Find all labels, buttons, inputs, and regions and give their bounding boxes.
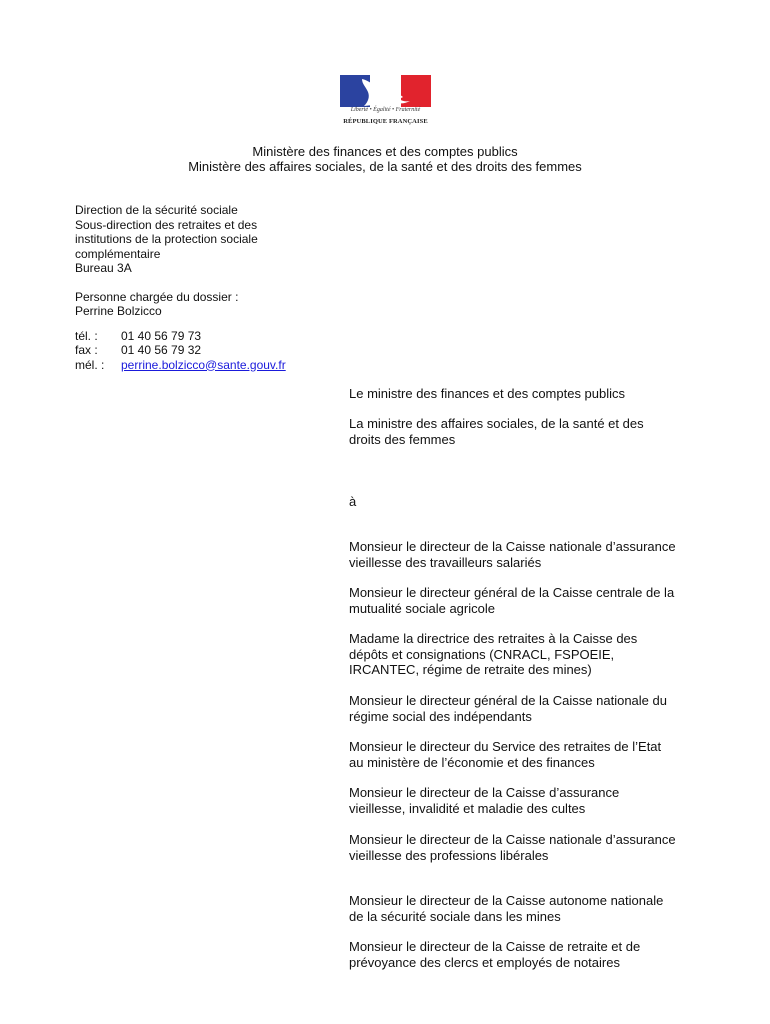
recipient-line: Monsieur le directeur de la Caisse autonome nationale [349, 893, 664, 908]
recipient-line: Madame la directrice des retraites à la Caisse des [349, 631, 638, 646]
recipient-item [349, 739, 709, 770]
recipient-item [349, 585, 709, 616]
motto-text: Liberté • Égalité • Fraternité [350, 107, 421, 113]
recipient-item [349, 785, 709, 816]
direction-line: institutions de la protection sociale [75, 232, 258, 246]
email-link[interactable]: perrine.bolzicco@sante.gouv.fr [121, 357, 286, 372]
tel-label: tél. : [75, 328, 98, 343]
recipient-line: Monsieur le directeur de la Caisse nationale d’assurance [349, 539, 676, 554]
recipient-line: vieillesse des travailleurs salariés [349, 554, 542, 570]
mel-row [75, 358, 335, 373]
recipient-item [349, 693, 709, 724]
recipient-line: de la sécurité sociale dans les mines [349, 908, 561, 924]
addressee-intro [349, 494, 709, 510]
recipient-line: IRCANTEC, régime de retraite des mines) [349, 662, 592, 677]
recipient-item [349, 539, 709, 570]
recipient-line: au ministère de l’économie et des finances [349, 754, 595, 770]
recipient-line: Monsieur le directeur du Service des retraites de l’Etat [349, 739, 662, 754]
person-label: Personne chargée du dossier : [75, 289, 239, 304]
recipient-line: mutualité sociale agricole [349, 600, 495, 616]
republique-francaise-logo [338, 75, 433, 127]
recipient-line: Monsieur le directeur général de la Caisse nationale du [349, 693, 667, 708]
recipient-line: Monsieur le directeur général de la Caisse centrale de la [349, 585, 675, 600]
direction-line: complémentaire [75, 246, 161, 261]
recipient-item [349, 832, 709, 863]
fax-row [75, 343, 335, 358]
person-name: Perrine Bolzicco [75, 304, 162, 318]
recipient-line: vieillesse des professions libérales [349, 847, 549, 863]
recipient-line: Monsieur le directeur de la Caisse d’assurance [349, 785, 620, 800]
mel-label: mél. : [75, 357, 105, 372]
minister-affaires-sociales-block [349, 416, 709, 447]
bureau-line: Bureau 3A [75, 261, 132, 275]
tel-value: 01 40 56 79 73 [121, 328, 202, 343]
recipient-line: prévoyance des clercs et employés de notaires [349, 954, 620, 970]
tel-row [75, 329, 335, 344]
recipient-item [349, 893, 709, 924]
recipient-line: régime social des indépendants [349, 708, 532, 724]
recipient-line: vieillesse, invalidité et maladie des cultes [349, 800, 586, 816]
fax-value: 01 40 56 79 32 [121, 343, 202, 357]
a-text: à [349, 494, 357, 509]
minister-affaires-sociales-text: droits des femmes [349, 431, 456, 447]
ministries-heading [0, 144, 770, 174]
minister-finances-text: Le ministre des finances et des comptes publics [349, 386, 626, 401]
minister-finances-line [349, 386, 709, 402]
marianne-flag-icon [340, 75, 431, 107]
minister-affaires-sociales-text: La ministre des affaires sociales, de la santé et des [349, 416, 644, 431]
recipient-item [349, 939, 709, 970]
fax-label: fax : [75, 343, 98, 357]
recipient-line: Monsieur le directeur de la Caisse de retraite et de [349, 939, 641, 954]
recipient-item [349, 631, 709, 678]
republique-francaise-text: RÉPUBLIQUE FRANÇAISE [343, 118, 428, 125]
direction-line: Sous-direction des retraites et des [75, 217, 258, 232]
recipient-line: Monsieur le directeur de la Caisse nationale d’assurance [349, 832, 676, 847]
recipient-line: dépôts et consignations (CNRACL, FSPOEIE, [349, 646, 615, 662]
ministry-affaires-sociales: Ministère des affaires sociales, de la santé et des droits des femmes [188, 159, 582, 174]
ministry-finances: Ministère des finances et des comptes publics [252, 144, 518, 159]
sender-block [75, 203, 335, 372]
direction-line: Direction de la sécurité sociale [75, 203, 238, 217]
